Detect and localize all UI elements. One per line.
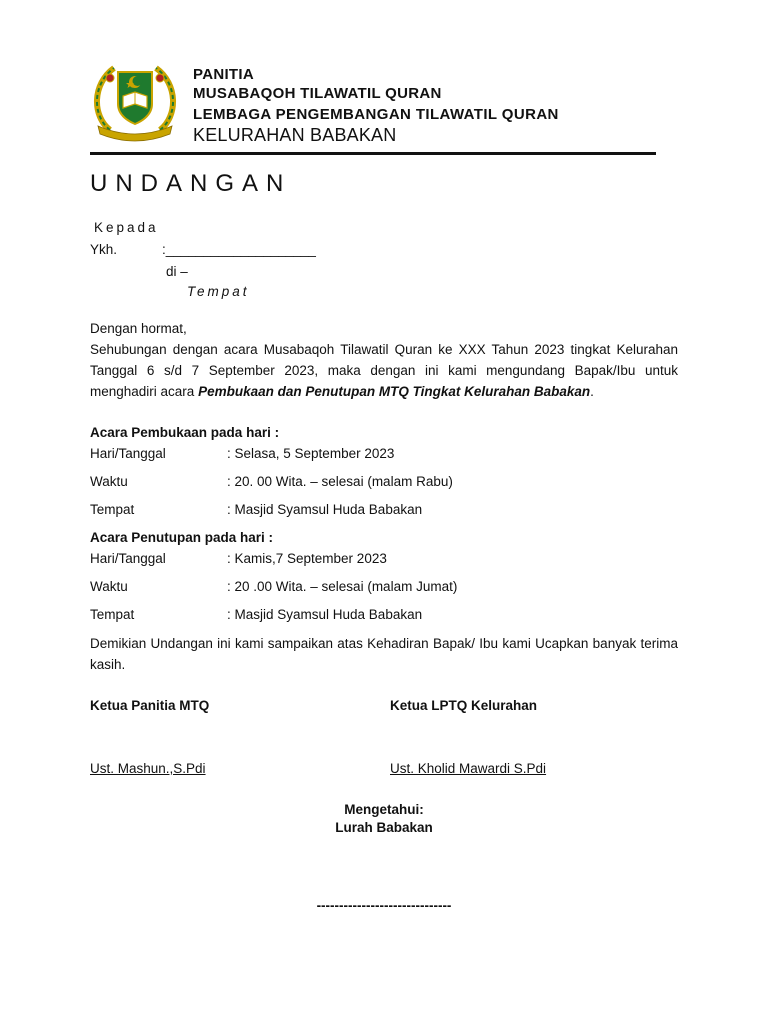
lurah-name-placeholder: ------------------------------ <box>316 898 452 913</box>
invitation-paragraph <box>90 339 678 402</box>
greeting: Dengan hormat, <box>90 321 187 336</box>
signature-left-name: Ust. Mashun.,S.Pdi <box>90 761 206 776</box>
acknowledgement-label: Mengetahui: <box>344 802 424 817</box>
opening-date-label: Hari/Tanggal <box>90 446 166 461</box>
closing-heading: Acara Penutupan pada hari : <box>90 530 274 545</box>
opening-heading: Acara Pembukaan pada hari : <box>90 425 280 440</box>
header-divider <box>90 152 656 155</box>
closing-place-value: : Masjid Syamsul Huda Babakan <box>227 607 423 622</box>
opening-place-value: : Masjid Syamsul Huda Babakan <box>227 502 423 517</box>
lptq-emblem-icon <box>90 58 180 142</box>
closing-date-value: : Kamis,7 September 2023 <box>227 551 387 566</box>
closing-time-label: Waktu <box>90 579 128 594</box>
invitation-period: . <box>590 384 594 399</box>
header-kelurahan: KELURAHAN BABAKAN <box>193 125 397 145</box>
closing-time-value: : 20 .00 Wita. – selesai (malam Jumat) <box>227 579 458 594</box>
opening-date-value: : Selasa, 5 September 2023 <box>227 446 395 461</box>
recipient-tempat: Tempat <box>187 284 250 299</box>
header-event-name: MUSABAQOH TILAWATIL QURAN <box>193 85 442 102</box>
opening-place-label: Tempat <box>90 502 135 517</box>
organization-logo <box>90 58 180 142</box>
opening-time-value: : 20. 00 Wita. – selesai (malam Rabu) <box>227 474 453 489</box>
recipient-kepada: Kepada <box>94 220 159 235</box>
recipient-ykh-blank: :____________________ <box>162 242 316 257</box>
signature-right-title: Ketua LPTQ Kelurahan <box>390 698 538 713</box>
invitation-text: Sehubungan dengan acara Musabaqoh Tilawatil Quran ke XXX Tahun 2023 tingkat Kelurahan Tanggal 6 s/d 7 September 2023, maka dengan ini kami mengundang Bapak/Ibu untuk menghadiri acara <box>90 342 678 399</box>
event-name-emphasis: Pembukaan dan Penutupan MTQ Tingkat Kelurahan Babakan <box>198 384 591 399</box>
closing-date-label: Hari/Tanggal <box>90 551 166 566</box>
header-organization: LEMBAGA PENGEMBANGAN TILAWATIL QURAN <box>193 106 559 123</box>
closing-place-label: Tempat <box>90 607 135 622</box>
header-committee: PANITIA <box>193 66 254 83</box>
opening-time-label: Waktu <box>90 474 128 489</box>
signature-right-name: Ust. Kholid Mawardi S.Pdi <box>390 761 547 776</box>
document-title: UNDANGAN <box>90 170 292 197</box>
recipient-ykh-label: Ykh. <box>90 242 118 257</box>
closing-paragraph: Demikian Undangan ini kami sampaikan atas Kehadiran Bapak/ Ibu kami Ucapkan banyak terima kasih. <box>90 636 678 672</box>
recipient-di: di – <box>166 264 188 279</box>
signature-left-title: Ketua Panitia MTQ <box>90 698 210 713</box>
lurah-title: Lurah Babakan <box>335 820 433 835</box>
